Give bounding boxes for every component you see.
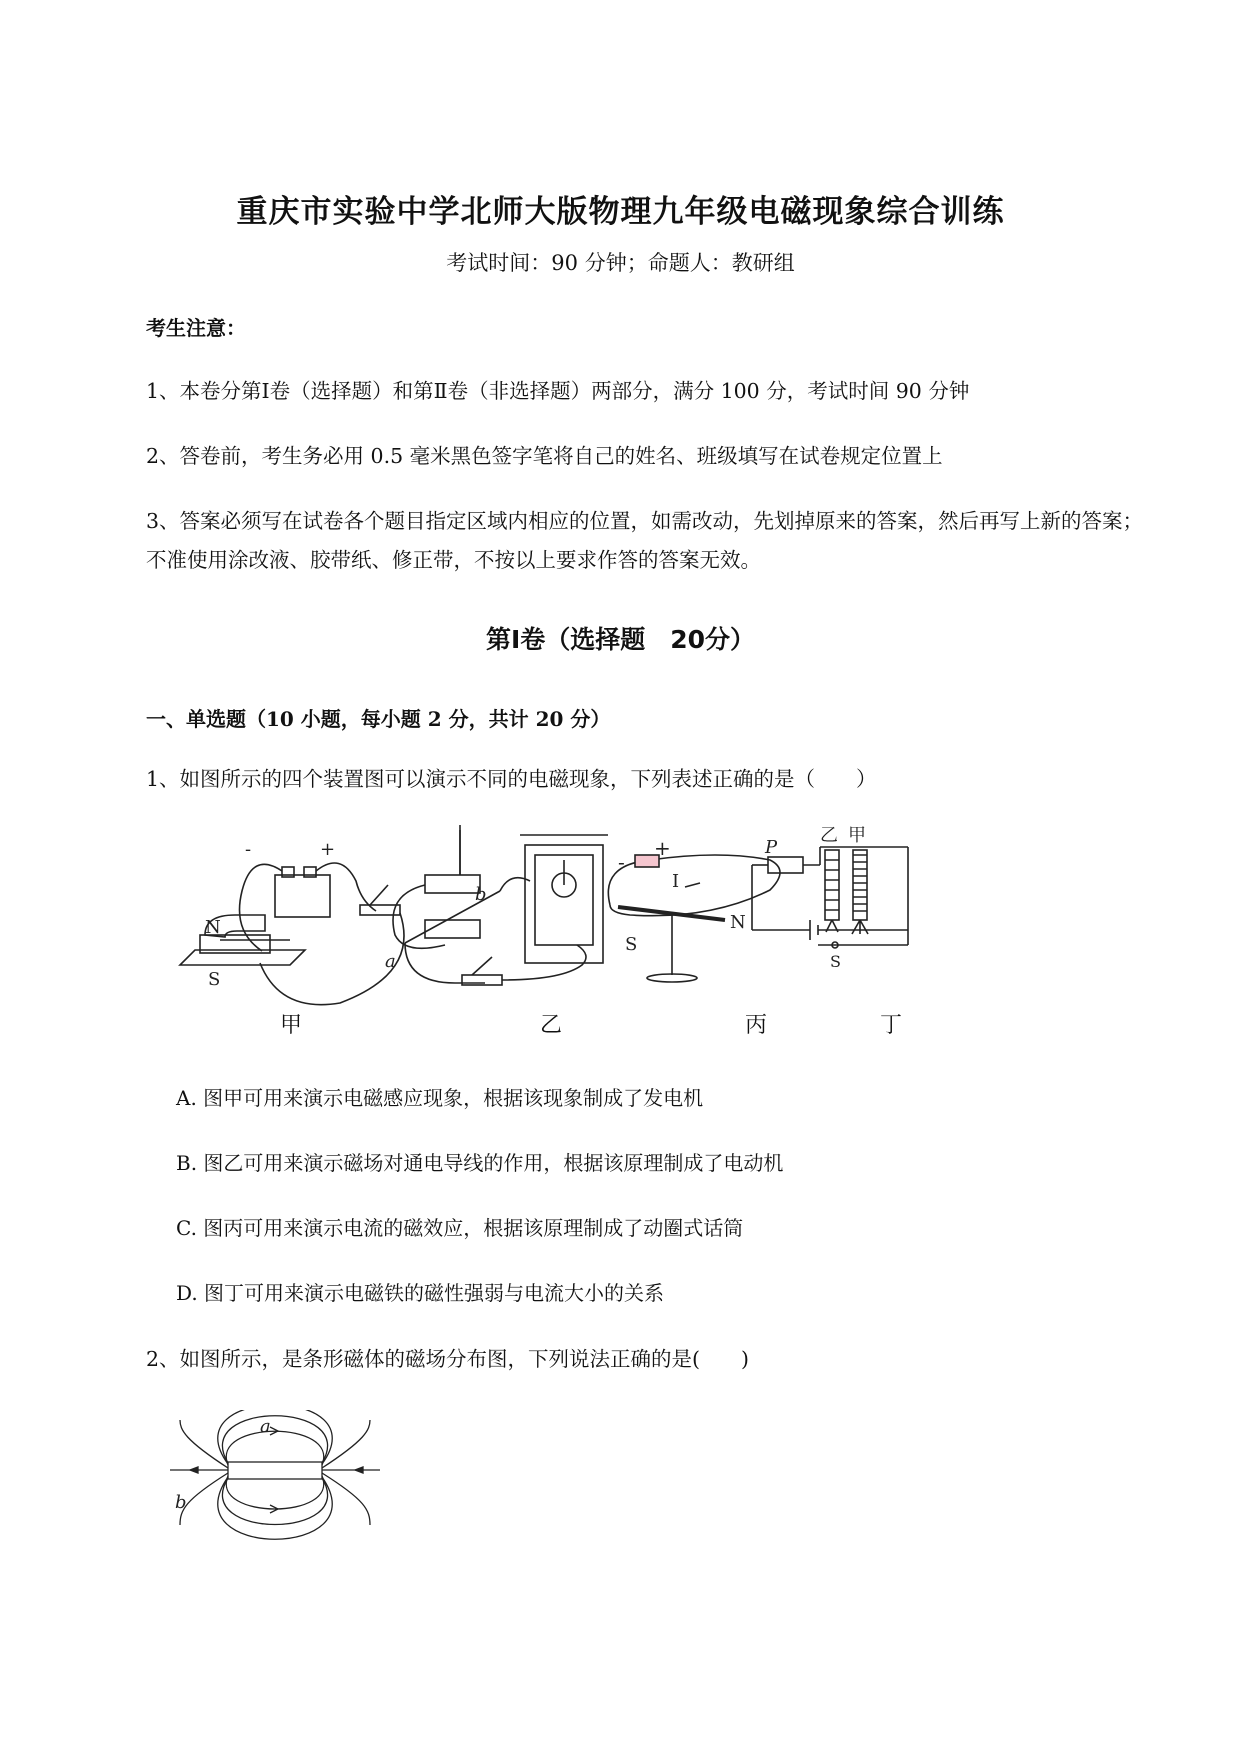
fig-ding-jia: 甲 [848, 825, 866, 846]
fig-ding-yi: 乙 [820, 825, 838, 846]
fig-bing-minus: - [618, 850, 625, 874]
fig-yi-a: a [385, 951, 396, 972]
question-1-stem: 1、如图所示的四个装置图可以演示不同的电磁现象，下列表述正确的是（ ） [146, 767, 877, 791]
figure-label-bing: 丙 [745, 1013, 768, 1038]
question-2-figure [170, 1410, 380, 1540]
question-1-option-d: D. 图丁可用来演示电磁铁的磁性强弱与电流大小的关系 [176, 1281, 665, 1305]
exam-info: 考试时间：90 分钟；命题人：教研组 [446, 251, 795, 275]
notice-item-3: 3、答案必须写在试卷各个题目指定区域内相应的位置，如需改动，先划掉原来的答案，然后再写上新的答案；不准使用涂改液、胶带纸、修正带，不按以上要求作答的答案无效。 [146, 509, 1144, 572]
part-heading: 一、单选题（10 小题，每小题 2 分，共计 20 分） [146, 707, 611, 731]
figure-yi-apparatus [393, 825, 608, 985]
fig2-point-a: a [260, 1416, 271, 1437]
fig-jia-s: S [208, 969, 221, 990]
fig-bing-current: I [672, 871, 680, 892]
figure-label-yi: 乙 [540, 1013, 563, 1038]
question-1-option-a: A. 图甲可用来演示电磁感应现象，根据该现象制成了发电机 [176, 1086, 704, 1110]
fig-ding-switch: S [830, 952, 841, 971]
notice-heading: 考生注意： [146, 316, 246, 340]
page-title: 重庆市实验中学北师大版物理九年级电磁现象综合训练 [236, 194, 1005, 230]
question-1-option-b: B. 图乙可用来演示磁场对通电导线的作用，根据该原理制成了电动机 [176, 1151, 784, 1175]
section-title: 第Ⅰ卷（选择题 20分） [485, 625, 756, 654]
figure-label-jia: 甲 [280, 1013, 303, 1038]
fig-bing-s: S [625, 934, 638, 955]
figure-label-ding: 丁 [880, 1013, 903, 1038]
fig-bing-plus: + [654, 836, 671, 860]
fig-jia-minus: - [245, 839, 252, 860]
fig-ding-p: P [765, 837, 778, 858]
fig-bing-n: N [730, 912, 746, 933]
question-2-stem: 2、如图所示，是条形磁体的磁场分布图，下列说法正确的是( ) [146, 1347, 750, 1371]
notice-item-2: 2、答卷前，考生务必用 0.5 毫米黑色签字笔将自己的姓名、班级填写在试卷规定位置上 [146, 444, 943, 468]
fig-jia-plus: + [320, 839, 336, 860]
fig-yi-b: b [475, 884, 487, 905]
notice-item-1: 1、本卷分第Ⅰ卷（选择题）和第Ⅱ卷（非选择题）两部分，满分 100 分，考试时间 90 分钟 [146, 379, 970, 403]
figure-ding-apparatus [752, 847, 908, 948]
fig2-point-b: b [175, 1492, 187, 1513]
figure-bing-apparatus [608, 855, 780, 982]
fig-jia-n: N [205, 917, 221, 938]
question-1-option-c: C. 图丙可用来演示电流的磁效应，根据该原理制成了动圈式话筒 [176, 1216, 744, 1240]
